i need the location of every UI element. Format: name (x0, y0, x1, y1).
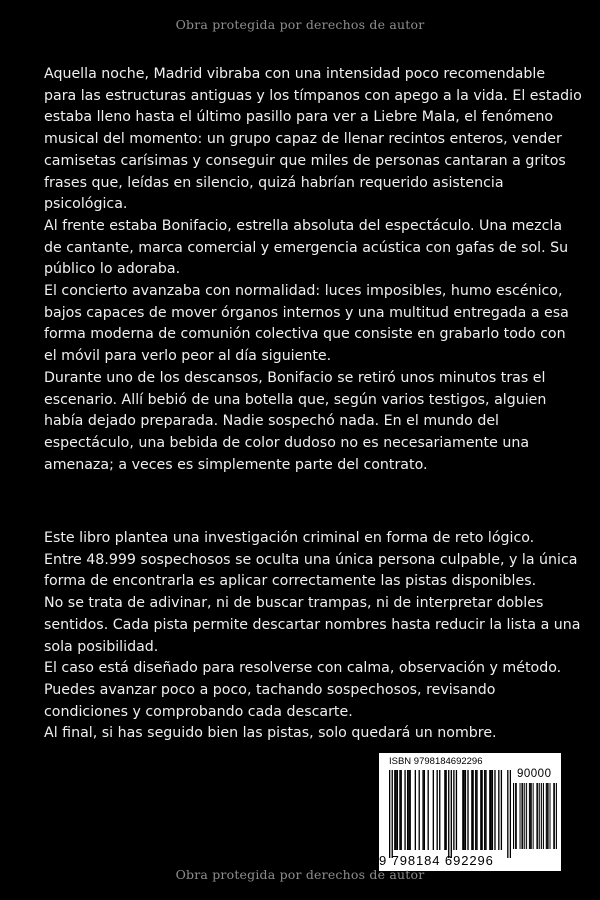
synopsis-line: estaba lleno hasta el último pasillo para ver a Liebre Mala, el fenómeno (44, 109, 554, 126)
addon-bar (524, 783, 525, 849)
ean-bar (410, 770, 411, 850)
synopsis-line: Al frente estaba Bonifacio, estrella absoluta del espectáculo. Una mezcla (44, 217, 563, 234)
synopsis-line: para las estructuras antiguas y los tímpanos con apego a la vida. El estadio (44, 87, 582, 104)
synopsis-line: psicológica. (44, 196, 128, 213)
addon-bars (513, 783, 557, 863)
description-line: Al final, si has seguido bien las pistas, solo quedará un nombre. (44, 725, 497, 742)
ean-bar (507, 770, 508, 858)
synopsis-text (44, 64, 582, 476)
addon-bar (520, 783, 521, 849)
description-line: El caso está diseñado para resolverse con calma, observación y método. (44, 660, 562, 677)
ean-bar (510, 770, 511, 858)
ean-bar (419, 770, 420, 850)
ean-bar (433, 770, 434, 850)
ean-bar (471, 770, 472, 850)
description-line: No se trata de adivinar, ni de buscar trampas, ni de interpretar dobles (44, 595, 544, 612)
ean-digits: 9 798184 692296 (379, 853, 494, 868)
ean-bar (407, 770, 408, 850)
ean-bar (451, 770, 452, 858)
book-description-text (44, 528, 581, 745)
ean-bar (465, 770, 466, 850)
ean-bar (444, 770, 445, 850)
copyright-watermark-top: Obra protegida por derechos de autor (175, 17, 425, 32)
ean-bar (476, 770, 477, 850)
synopsis-line: de cantante, marca comercial y emergencia acústica con gafas de sol. Su (44, 239, 569, 256)
ean-bar (424, 770, 425, 850)
addon-bar (531, 783, 532, 849)
addon-bar (550, 783, 551, 849)
ean-bar (467, 770, 468, 850)
ean-bar (475, 770, 476, 850)
copyright-watermark-bottom: Obra protegida por derechos de autor (175, 867, 425, 882)
synopsis-line: El concierto avanzaba con normalidad: luces imposibles, humo escénico, (44, 283, 563, 300)
synopsis-line: escenario. Allí bebió de una botella que, según varios testigos, alguien (44, 391, 547, 408)
ean-bar (462, 770, 463, 850)
ean-bar (401, 770, 402, 850)
addon-bar (533, 783, 534, 849)
ean-bar (485, 770, 486, 850)
addon-bar (554, 783, 555, 849)
ean-bar (448, 770, 449, 858)
ean-bar (395, 770, 396, 850)
description-line: forma de encontrarla es aplicar correctamente las pistas disponibles. (44, 573, 537, 590)
isbn-barcode (379, 753, 561, 871)
addon-bar (522, 783, 523, 849)
ean-bar (494, 770, 495, 850)
ean-bar (489, 770, 490, 850)
ean-bar (439, 770, 440, 850)
synopsis-line: forma moderna de comunión colectiva que consiste en grabarlo todo con (44, 326, 566, 343)
addon-bar (539, 783, 540, 849)
addon-bar (547, 783, 548, 849)
ean-bar (404, 770, 405, 850)
ean-bar (397, 770, 398, 850)
description-line: Entre 48.999 sospechosos se oculta una única persona culpable, y la única (44, 551, 578, 568)
addon-bar (556, 783, 557, 849)
addon-bar (529, 783, 530, 849)
isbn-label: ISBN 9798184692296 (389, 756, 483, 767)
description-line: Puedes avanzar poco a poco, tachando sospechosos, revisando (44, 681, 496, 698)
synopsis-line: había dejado preparada. Nadie sospechó nada. En el mundo del (44, 413, 500, 430)
addon-bar (516, 783, 517, 849)
addon-bar (513, 783, 514, 849)
ean-bar (484, 770, 485, 850)
description-line: sola posibilidad. (44, 638, 159, 655)
ean-bar (399, 770, 400, 850)
ean-bar (446, 770, 447, 850)
ean-bar (501, 770, 502, 850)
addon-bar (546, 783, 547, 849)
addon-bar (548, 783, 549, 849)
ean-bar (498, 770, 499, 850)
description-line: sentidos. Cada pista permite descartar nombres hasta reducir la lista a una (44, 616, 581, 633)
synopsis-line: el móvil para verlo peor al día siguiente. (44, 348, 332, 365)
synopsis-line: bajos capaces de mover órganos internos y una multitud entregada a esa (44, 304, 569, 321)
ean-bar (422, 770, 423, 850)
ean-bar (490, 770, 491, 850)
synopsis-line: público lo adoraba. (44, 261, 181, 278)
synopsis-line: espectáculo, una bebida de color dudoso no es necesariamente una (44, 434, 530, 451)
synopsis-line: frases que, leídas en silencio, quizá habrían requerido asistencia (44, 174, 504, 191)
addon-bar (526, 783, 527, 849)
description-line: condiciones y comprobando cada descarte. (44, 703, 353, 720)
ean-bar (408, 770, 409, 850)
synopsis-line: camisetas carísimas y conseguir que miles de personas cantaran a gritos (44, 152, 566, 169)
ean-bar (389, 770, 390, 858)
synopsis-line: Aquella noche, Madrid vibraba con una intensidad poco recomendable (44, 66, 546, 82)
ean-bar (428, 770, 429, 850)
addon-bar (521, 783, 522, 849)
ean-bar (394, 770, 395, 850)
addon-bar (530, 783, 531, 849)
ean-bar (456, 770, 457, 850)
addon-bar (537, 783, 538, 849)
ean-bar (481, 770, 482, 850)
ean-bar (392, 770, 393, 858)
addon-bar (536, 783, 537, 849)
ean-bars (389, 770, 511, 858)
addon-bar (515, 783, 516, 849)
ean-bar (492, 770, 493, 850)
ean-bar (453, 770, 454, 850)
ean-bar (415, 770, 416, 850)
price-addon-digits: 90000 (517, 768, 552, 780)
addon-bar (541, 783, 542, 849)
ean-bar (480, 770, 481, 850)
ean-bar (472, 770, 473, 850)
addon-bar (553, 783, 554, 849)
ean-bar (463, 770, 464, 850)
synopsis-line: musical del momento: un grupo capaz de llenar recintos enteros, vender (44, 131, 562, 148)
ean-bar (437, 770, 438, 850)
description-line: Este libro plantea una investigación criminal en forma de reto lógico. (44, 530, 535, 546)
addon-bar (543, 783, 544, 849)
synopsis-line: Durante uno de los descansos, Bonifacio se retiró unos minutos tras el (44, 369, 546, 386)
synopsis-line: amenaza; a veces es simplemente parte del contrato. (44, 456, 428, 473)
